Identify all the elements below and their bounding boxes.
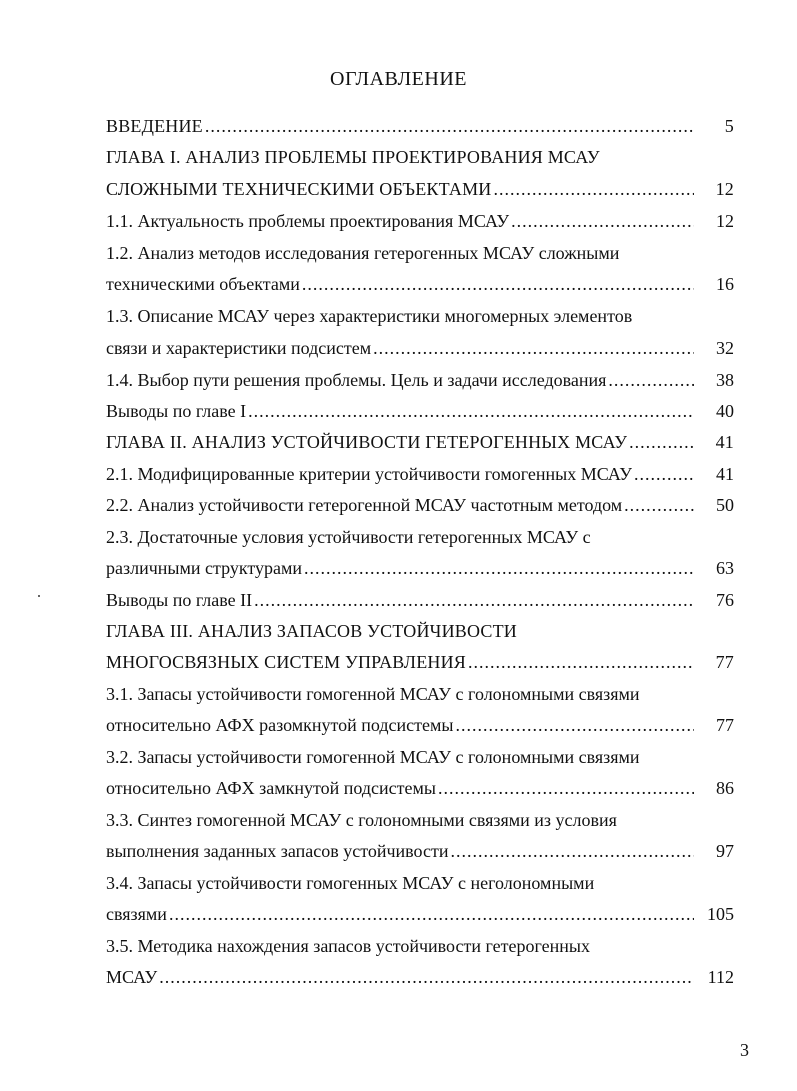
toc-entry [106, 302, 734, 330]
toc-entry [106, 806, 734, 834]
toc-page-number: 86 [716, 778, 734, 798]
toc-entry-continuation [106, 963, 734, 991]
toc-entry-continuation [106, 648, 734, 676]
toc-entry-text: ГЛАВА III. АНАЛИЗ ЗАПАСОВ УСТОЙЧИВОСТИ [106, 621, 517, 641]
toc-entry-text: МСАУ [106, 967, 158, 987]
dot-leader [608, 366, 694, 394]
toc-page-number: 32 [716, 338, 734, 358]
toc-entry-text: 1.1. Актуальность проблемы проектирования МСАУ [106, 211, 510, 231]
dot-leader [634, 460, 694, 488]
toc-page-number: 12 [715, 179, 734, 199]
dot-leader [373, 334, 694, 362]
toc-entry-text: 2.1. Модифицированные критерии устойчивости гомогенных МСАУ [106, 464, 632, 484]
toc-entry-text: ВВЕДЕНИЕ [106, 116, 203, 136]
toc-page-number: 41 [715, 432, 734, 452]
toc-entry-text: Выводы по главе II [106, 590, 253, 610]
dot-leader [302, 270, 694, 298]
toc-page-number: 38 [716, 370, 734, 390]
toc-entry-text: относительно АФХ разомкнутой подсистемы [106, 715, 454, 735]
dot-leader [494, 175, 694, 203]
dot-leader [159, 963, 694, 991]
toc-page-number: 5 [724, 116, 734, 136]
toc-entry-continuation [106, 554, 734, 582]
toc-entry-text: связи и характеристики подсистем [106, 338, 372, 358]
toc-entry [106, 366, 734, 394]
dot-leader [624, 491, 694, 519]
toc-entry [106, 143, 734, 171]
dot-leader [468, 648, 694, 676]
toc-entry-continuation [106, 900, 734, 928]
dot-leader [205, 112, 694, 140]
toc-page-number: 41 [716, 464, 734, 484]
toc-entry [106, 207, 734, 235]
toc-entry [106, 523, 734, 551]
dot-leader [450, 837, 694, 865]
dot-leader [629, 428, 694, 456]
toc-page-number: 77 [716, 715, 734, 735]
toc-entry [106, 112, 734, 140]
toc-entry-text: техническими объектами [106, 274, 300, 294]
toc-entry-continuation [106, 774, 734, 802]
dot-leader [304, 554, 694, 582]
toc-entry-text: относительно АФХ замкнутой подсистемы [106, 778, 436, 798]
toc-entry-text: различными структурами [106, 558, 303, 578]
toc-entry [106, 397, 734, 425]
toc-entry [106, 491, 734, 519]
dot-leader [511, 207, 694, 235]
toc-entry [106, 743, 734, 771]
toc-entry-text: СЛОЖНЫМИ ТЕХНИЧЕСКИМИ ОБЪЕКТАМИ [106, 179, 492, 199]
dot-leader [169, 900, 694, 928]
dot-leader [438, 774, 694, 802]
toc-page-number: 40 [716, 401, 734, 421]
toc-entry [106, 680, 734, 708]
toc-entry-text: связями [106, 904, 167, 924]
toc-entry-text: 3.5. Методика нахождения запасов устойчивости гетерогенных [106, 936, 590, 956]
toc-entry [106, 932, 734, 960]
page-number: 3 [740, 1040, 749, 1060]
dot-leader [456, 711, 694, 739]
toc-entry-continuation [106, 175, 734, 203]
toc-entry-text: 3.4. Запасы устойчивости гомогенных МСАУ с неголономными [106, 873, 595, 893]
dot-leader [254, 586, 694, 614]
toc-page-number: 112 [707, 967, 734, 987]
toc-entry-text: 3.3. Синтез гомогенной МСАУ с голономными связями из условия [106, 810, 617, 830]
toc-page-number: 105 [707, 904, 734, 924]
toc-page-number: 16 [716, 274, 734, 294]
toc-entry-continuation [106, 837, 734, 865]
toc-entry-text: МНОГОСВЯЗНЫХ СИСТЕМ УПРАВЛЕНИЯ [106, 652, 466, 672]
toc-entry-text: 3.1. Запасы устойчивости гомогенной МСАУ с голономными связями [106, 684, 640, 704]
toc-entry [106, 617, 734, 645]
dot-leader [248, 397, 694, 425]
toc-entry-text: 2.3. Достаточные условия устойчивости гетерогенных МСАУ с [106, 527, 591, 547]
toc-entry [106, 586, 734, 614]
toc-entry-text: 3.2. Запасы устойчивости гомогенной МСАУ с голономными связями [106, 747, 640, 767]
page-title: ОГЛАВЛЕНИЕ [330, 68, 467, 90]
toc-entry-continuation [106, 270, 734, 298]
toc-entry-text: 1.4. Выбор пути решения проблемы. Цель и задачи исследования [106, 370, 607, 390]
toc-entry-text: ГЛАВА II. АНАЛИЗ УСТОЙЧИВОСТИ ГЕТЕРОГЕННЫХ МСАУ [106, 432, 628, 452]
toc-page-number: 50 [716, 495, 734, 515]
toc-entry [106, 428, 734, 456]
toc-entry-text: 1.3. Описание МСАУ через характеристики многомерных элементов [106, 306, 633, 326]
toc-entry [106, 460, 734, 488]
toc-page-number: 97 [716, 841, 734, 861]
toc-page-number: 76 [716, 590, 734, 610]
toc-entry-text: выполнения заданных запасов устойчивости [106, 841, 449, 861]
scan-speck [38, 595, 40, 597]
toc-page-number: 63 [716, 558, 734, 578]
toc-page-number: 77 [715, 652, 734, 672]
toc-entry-text: ГЛАВА I. АНАЛИЗ ПРОБЛЕМЫ ПРОЕКТИРОВАНИЯ МСАУ [106, 147, 600, 167]
toc-page-number: 12 [716, 211, 734, 231]
toc-entry-text: 1.2. Анализ методов исследования гетерогенных МСАУ сложными [106, 243, 620, 263]
toc-entry [106, 869, 734, 897]
toc-entry-continuation [106, 334, 734, 362]
toc-entry-text: 2.2. Анализ устойчивости гетерогенной МСАУ частотным методом [106, 495, 623, 515]
toc-entry [106, 239, 734, 267]
toc-entry-text: Выводы по главе I [106, 401, 247, 421]
toc-entry-continuation [106, 711, 734, 739]
